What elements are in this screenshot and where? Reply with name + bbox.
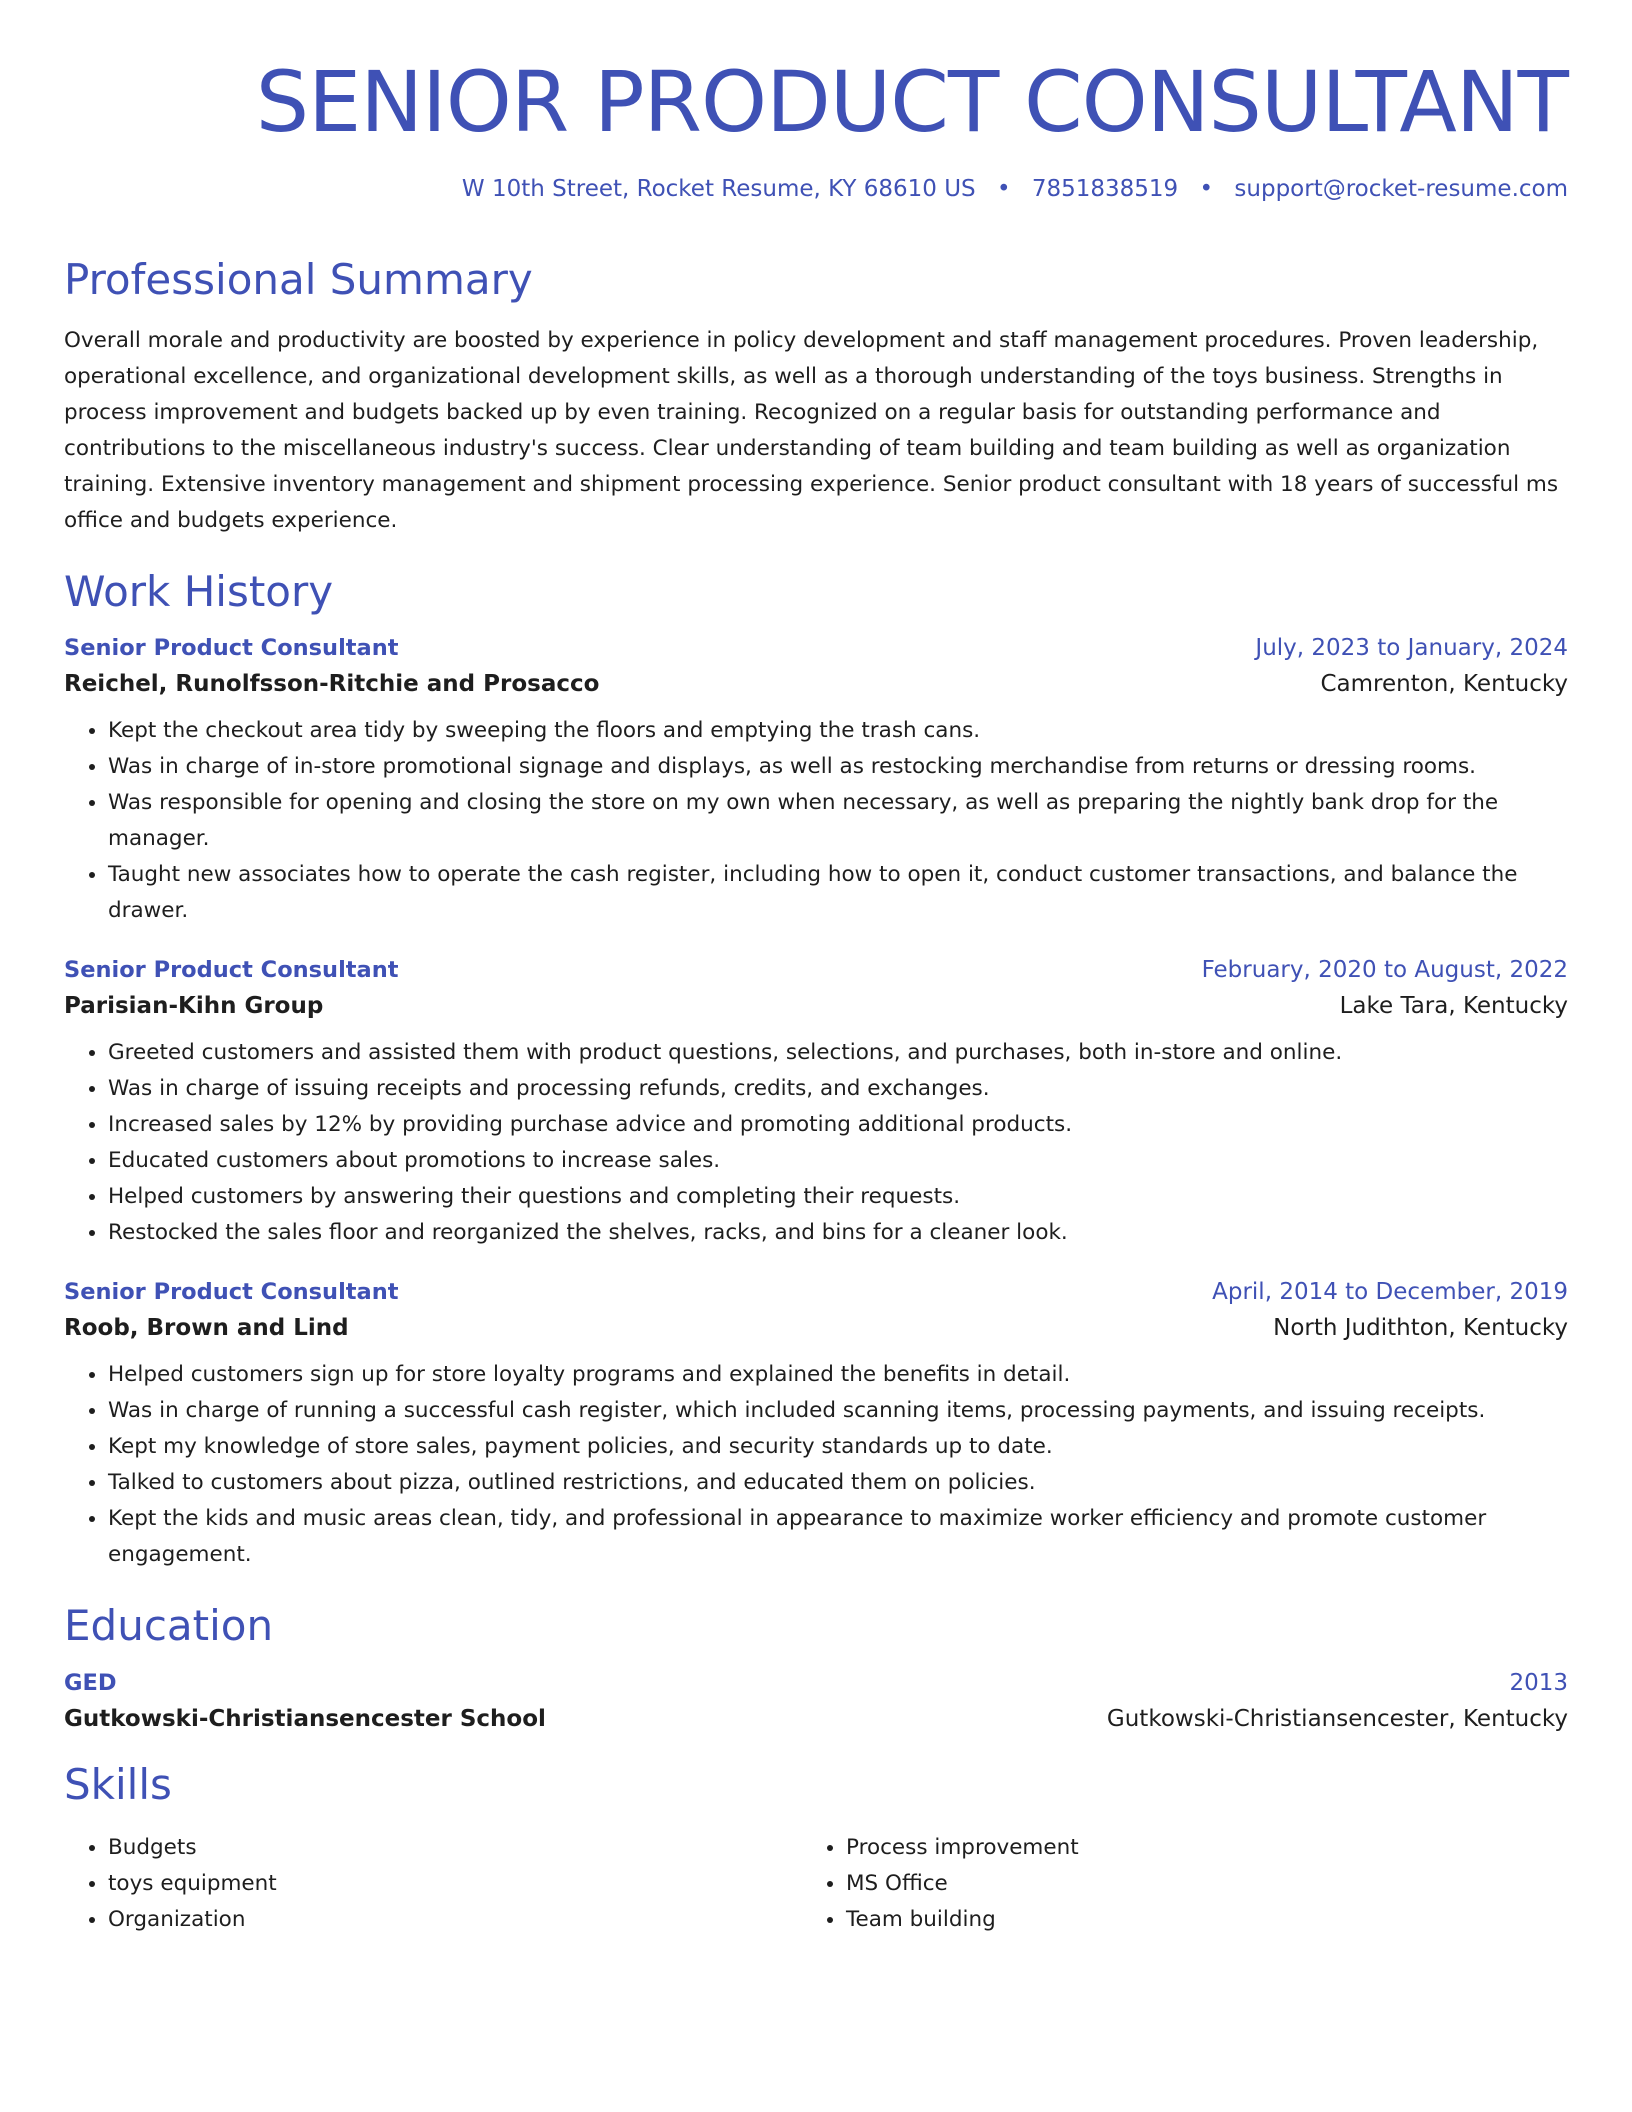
job-bullet: • Was responsible for opening and closing the store on my own when necessary, as well as preparing the nightly bank drop for the manager. xyxy=(108,785,1568,857)
job-bullet: • Restocked the sales floor and reorganized the shelves, racks, and bins for a cleaner look. xyxy=(108,1215,1568,1251)
job-location: Lake Tara, Kentucky xyxy=(1339,993,1568,1020)
job-bullet: • Kept my knowledge of store sales, payment policies, and security standards up to date. xyxy=(108,1429,1568,1465)
summary-text: Overall morale and productivity are boosted by experience in policy development and staff management procedures. Proven leadership, operational excellence, and organizational development skills, as well as a thorough understanding of the toys business. Strengths in process improvement and budgets backed up by even training. Recognized on a regular basis for outstanding performance and contributions to the miscellaneous industry's success. Clear understanding of team building and team building as well as organization training. Extensive inventory management and shipment processing experience. Senior product consultant with 18 years of successful ms office and budgets experience. xyxy=(64,328,1559,534)
job-dates: February, 2020 to August, 2022 xyxy=(1201,957,1568,984)
resume-name: SENIOR PRODUCT CONSULTANT xyxy=(255,53,1568,151)
job-bullet: • Taught new associates how to operate the cash register, including how to open it, conduct customer transactions, and balance the drawer. xyxy=(108,857,1568,929)
skill-item: • toys equipment xyxy=(108,1866,802,1902)
skill-item: • Budgets xyxy=(108,1830,802,1866)
job-bullet: • Was in charge of running a successful cash register, which included scanning items, processing payments, and issuing receipts. xyxy=(108,1393,1568,1429)
job-entry xyxy=(64,1279,1568,1573)
work-history-heading: Work History xyxy=(64,567,334,617)
skills-column-left xyxy=(64,1830,802,1938)
job-bullet: • Kept the checkout area tidy by sweeping the floors and emptying the trash cans. xyxy=(108,713,1568,749)
contact-line xyxy=(64,178,1568,201)
job-title: Senior Product Consultant xyxy=(64,635,399,662)
contact-email: support@rocket-resume.com xyxy=(1234,176,1568,202)
skill-item: • Team building xyxy=(846,1902,1079,1938)
education-year: 2013 xyxy=(1509,1669,1568,1696)
job-bullet: • Educated customers about promotions to increase sales. xyxy=(108,1143,1568,1179)
skill-item: • Organization xyxy=(108,1902,802,1938)
job-location: North Judithton, Kentucky xyxy=(1273,1315,1568,1342)
education-entry xyxy=(64,1670,1568,1732)
job-title: Senior Product Consultant xyxy=(64,1279,399,1306)
job-bullet: • Was in charge of issuing receipts and processing refunds, credits, and exchanges. xyxy=(108,1071,1568,1107)
job-bullet: • Helped customers by answering their questions and completing their requests. xyxy=(108,1179,1568,1215)
education-heading: Education xyxy=(64,1601,274,1651)
education-school: Gutkowski-Christiansencester School xyxy=(64,1705,546,1732)
job-bullet: • Increased sales by 12% by providing purchase advice and promoting additional products. xyxy=(108,1107,1568,1143)
job-bullets xyxy=(64,1035,1568,1251)
skills-list xyxy=(64,1830,1568,1938)
skill-item: • MS Office xyxy=(846,1866,1079,1902)
skill-item: • Process improvement xyxy=(846,1830,1079,1866)
job-bullets xyxy=(64,1357,1568,1573)
contact-phone: 7851838519 xyxy=(1031,176,1179,202)
job-entry xyxy=(64,635,1568,929)
job-bullet: • Helped customers sign up for store loyalty programs and explained the benefits in detail. xyxy=(108,1357,1568,1393)
job-bullet: • Talked to customers about pizza, outlined restrictions, and educated them on policies. xyxy=(108,1465,1568,1501)
job-company: Reichel, Runolfsson-Ritchie and Prosacco xyxy=(64,671,600,698)
job-bullets xyxy=(64,713,1568,929)
job-bullet: • Kept the kids and music areas clean, tidy, and professional in appearance to maximize worker efficiency and promote customer engagement. xyxy=(108,1501,1568,1573)
education-degree: GED xyxy=(64,1669,117,1696)
contact-address: W 10th Street, Rocket Resume, KY 68610 US xyxy=(461,176,976,202)
contact-separator: • xyxy=(1199,176,1214,202)
job-location: Camrenton, Kentucky xyxy=(1320,671,1568,698)
job-entry xyxy=(64,957,1568,1251)
job-bullet: • Greeted customers and assisted them with product questions, selections, and purchases, both in-store and online. xyxy=(108,1035,1568,1071)
education-location: Gutkowski-Christiansencester, Kentucky xyxy=(1106,1705,1568,1732)
summary-heading: Professional Summary xyxy=(64,255,533,304)
job-company: Roob, Brown and Lind xyxy=(64,1315,349,1342)
job-dates: July, 2023 to January, 2024 xyxy=(1255,635,1568,662)
skills-heading: Skills xyxy=(64,1759,172,1809)
job-bullet: • Was in charge of in-store promotional signage and displays, as well as restocking merchandise from returns or dressing rooms. xyxy=(108,749,1568,785)
contact-separator: • xyxy=(996,176,1011,202)
job-company: Parisian-Kihn Group xyxy=(64,993,324,1020)
job-title: Senior Product Consultant xyxy=(64,957,399,984)
skills-column-right xyxy=(802,1830,1079,1938)
job-dates: April, 2014 to December, 2019 xyxy=(1212,1279,1568,1306)
